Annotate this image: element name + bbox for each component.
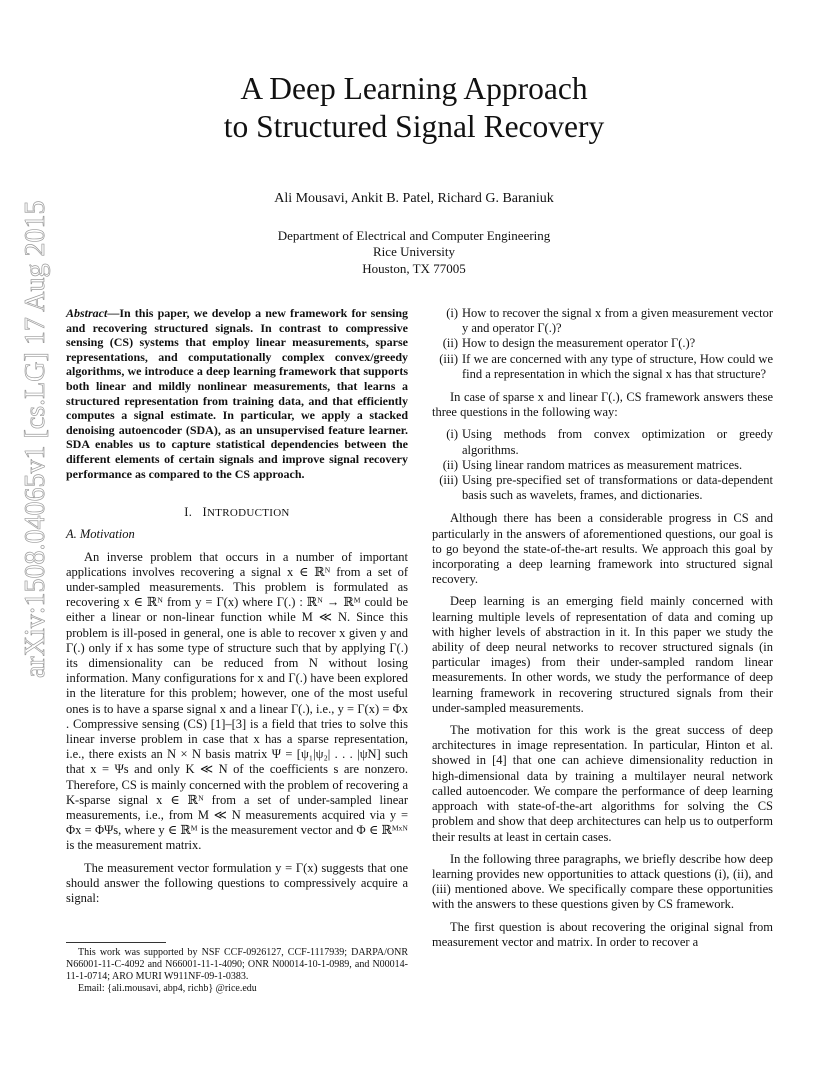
list-item: (ii) Using linear random matrices as measurement matrices. [442,457,743,472]
footnote-rule [66,942,166,943]
paragraph-motivation: The motivation for this work is the great success of deep architectures in image representation. In particular, Hinton et al. showed in [4] that one can achieve dimensionality reduction in high-dimensional data by training a multilayer neural network called autoencoder. We compare the performance of deep learning approach with state-of-the-art algorithms for solving the CS problem and show that deep architectures can help us to outperform their results at least in certain cases. [432,723,773,844]
affiliation-location: Houston, TX 77005 [362,261,466,276]
arxiv-stamp: arXiv:1508.04065v1 [cs.LG] 17 Aug 2015 [20,200,51,678]
funding-note: This work was supported by NSF CCF-0926127, CCF-1117939; DARPA/ONR N66001-11-C-4092 and N66001-11-1-4090; ONR N00014-10-1-0989, and N00014-11-1-0714; ARO MURI W911NF-09-1-0383. [66,947,408,982]
list-item: (ii) How to design the measurement operator Γ(.)? [442,336,696,351]
questions-list [432,306,773,382]
section-heading [66,505,408,521]
paragraph-inverse-problem: An inverse problem that occurs in a number of important applications involves recovering a signal x ∈ ℝᴺ from a set of under-sampled measurements. This problem is formulated as recovering x ∈ ℝᴺ from y = Γ(x) where Γ(.) : ℝᴺ → ℝᴹ could be either a linear or non-linear function while M ≪ N. Since this problem is ill-posed in general, one is able to recover x given y and Γ(.) only if x has some type of structure such that by applying Γ(.) its dimensionality can be reduced from N without losing information. Many configurations for x and Γ(.) have been explored in the literature for this problem; however, one of the most useful ones is to have a sparse signal x and a linear Γ(.), i.e., y = Γ(x) = Φx . Compressive sensing (CS) [1]–[3] is a field that tries to solve this linear inverse problem in case that x has a sparse representation, i.e., there exists an N × N basis matrix Ψ = [ψ₁|ψ₂| . . . |ψN] such that x = Ψs and only K ≪ N of the coefficients s are nonzero. Therefore, CS is mainly concerned with the problem of recovering a K-sparse signal x ∈ ℝᴺ from a set of under-sampled linear measurements, i.e., from M ≪ N measurements acquired via y = Φx = ΦΨs, where y ∈ ℝᴹ is the measurement vector and Φ ∈ ℝᴹˣᴺ is the measurement matrix. [66,549,408,853]
affiliation-university: Rice University [373,244,455,259]
right-column [432,306,773,957]
section-title-initial: I [202,505,207,520]
paper-title-line-2: to Structured Signal Recovery [223,109,605,144]
paragraph-measurement-formulation: The measurement vector formulation y = Γ(x) suggests that one should answer the following questions to compressively acquire a signal: [66,860,408,905]
list-item: (i) How to recover the signal x from a given measurement vector y and operator Γ(.)? [446,306,773,336]
email-note: Email: {ali.mousavi, abp4, richb} @rice.edu [78,983,257,994]
list-item: (iii) Using pre-specified set of transformations or data-dependent basis such as wavelets, frames, and dictionaries. [439,473,773,503]
authors: Ali Mousavi, Ankit B. Patel, Richard G. Baraniuk [274,191,554,206]
list-item: (i) Using methods from convex optimization or greedy algorithms. [446,427,773,457]
answers-list [432,427,773,503]
abstract-text: —In this paper, we develop a new framework for sensing and recovering structured signals. In contrast to compressive sensing (CS) systems that employ linear measurements, sparse representations, and computationally complex convex/greedy algorithms, we introduce a deep learning framework that supports both linear and mildly nonlinear measurements, that learns a structured representation from training data, and that efficiently computes a signal estimate. In particular, we apply a stacked denoising autoencoder (SDA), as an unsupervised feature learner. SDA enables us to capture statistical dependencies between the different elements of certain signals and improve signal recovery performance as compared to the CS approach. [66,306,408,481]
section-number: I. [184,505,193,520]
abstract-label: Abstract [66,306,108,320]
abstract [66,306,408,481]
subsection-heading: A. Motivation [66,527,135,542]
footnote [66,947,408,995]
list-item: (iii) If we are concerned with any type of structure, How could we find a representation in which the signal x has that structure? [439,351,773,381]
paragraph-following: In the following three paragraphs, we briefly describe how deep learning provides new opportunities to attack questions (i), (ii), and (iii) mentioned above. We specifically compare these opportunities with the answers to these questions given by CS framework. [432,851,773,912]
left-column [66,306,408,913]
paper-title-line-1: A Deep Learning Approach [240,71,588,106]
paragraph-progress: Although there has been a considerable progress in CS and particularly in the answers of aforementioned questions, our goal is to go beyond the state-of-the-art results. We approach this goal by incorporating a deep learning framework into structured signal recovery. [432,511,773,587]
paragraph-cs-answers: In case of sparse x and linear Γ(.), CS framework answers these three questions in the following way: [432,390,773,420]
section-title-rest: NTRODUCTION [206,507,290,520]
paragraph-first-question: The first question is about recovering the original signal from measurement vector and matrix. In order to recover a [432,919,773,949]
paragraph-deep-learning: Deep learning is an emerging field mainly concerned with learning multiple levels of representation of data and coming up with higher levels of abstraction in it. In this paper we study the ability of deep neural networks to recover structured signals (in particular images) from their under-sampled random linear measurements. In other words, we study the performance of deep learning framework in recovering structured signals from their under-sampled measurements. [432,594,773,715]
affiliation-department: Department of Electrical and Computer Engineering [277,228,551,243]
